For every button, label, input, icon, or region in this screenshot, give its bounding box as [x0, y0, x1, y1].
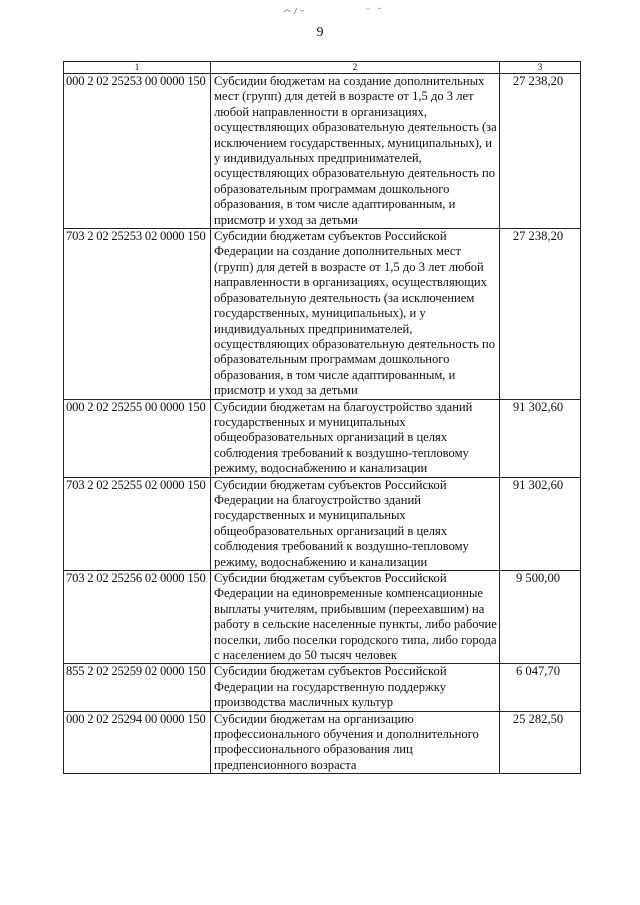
- table-header-row: [64, 62, 581, 74]
- budget-code-cell: 703 2 02 25253 02 0000 150: [64, 229, 211, 399]
- budget-code-cell: 000 2 02 25253 00 0000 150: [64, 74, 211, 229]
- amount-cell: 27 238,20: [500, 229, 581, 399]
- column-header-code: 1: [64, 62, 211, 74]
- subsidy-name-cell: Субсидии бюджетам субъектов Российской Федерации на создание дополнительных мест (групп) для детей в возрасте от 1,5 до 3 лет любой направленности в организациях, осуществляющих образовательную деятельность (за исключением государственных, муниципальных), и у индивидуальных предпринимателей, осуществляющих образовательную деятельность по образовательным программам дошкольного образования, в том числе адаптированным, и присмотр и уход за детьми: [211, 229, 500, 399]
- column-header-amount: 3: [500, 62, 581, 74]
- scan-artifact-marks: [278, 4, 398, 18]
- table-row: [64, 711, 581, 774]
- budget-code-cell: 703 2 02 25256 02 0000 150: [64, 571, 211, 664]
- amount-cell: 91 302,60: [500, 477, 581, 570]
- amount-cell: 27 238,20: [500, 74, 581, 229]
- budget-code-cell: 703 2 02 25255 02 0000 150: [64, 477, 211, 570]
- budget-code-cell: 000 2 02 25294 00 0000 150: [64, 711, 211, 774]
- subsidy-name-cell: Субсидии бюджетам на благоустройство зданий государственных и муниципальных общеобразовательных организаций в целях соблюдения требований к воздушно-тепловому режиму, водоснабжению и канализации: [211, 399, 500, 477]
- table-row: [64, 571, 581, 664]
- subsidy-name-cell: Субсидии бюджетам субъектов Российской Федерации на благоустройство зданий государственных и муниципальных общеобразовательных организаций в целях соблюдения требований к воздушно-тепловому режиму, водоснабжению и канализации: [211, 477, 500, 570]
- page-number: 9: [316, 25, 324, 40]
- table-row: [64, 664, 581, 711]
- table-row: [64, 74, 581, 229]
- budget-code-cell: 855 2 02 25259 02 0000 150: [64, 664, 211, 711]
- budget-code-cell: 000 2 02 25255 00 0000 150: [64, 399, 211, 477]
- subsidy-name-cell: Субсидии бюджетам на создание дополнительных мест (групп) для детей в возрасте от 1,5 до 3 лет любой направленности в организациях, осуществляющих образовательную деятельность (за исключением государственных, муниципальных), и у индивидуальных предпринимателей, осуществляющих образовательную деятельность по образовательным программам дошкольного образования, в том числе адаптированным, и присмотр и уход за детьми: [211, 74, 500, 229]
- amount-cell: 25 282,50: [500, 711, 581, 774]
- subsidy-name-cell: Субсидии бюджетам субъектов Российской Федерации на государственную поддержку производства масличных культур: [211, 664, 500, 711]
- table-row: [64, 229, 581, 399]
- table-row: [64, 399, 581, 477]
- subsidy-name-cell: Субсидии бюджетам на организацию профессионального обучения и дополнительного профессионального образования лиц предпенсионного возраста: [211, 711, 500, 774]
- amount-cell: 9 500,00: [500, 571, 581, 664]
- amount-cell: 91 302,60: [500, 399, 581, 477]
- column-header-name: 2: [211, 62, 500, 74]
- table-row: [64, 477, 581, 570]
- subsidies-table: [63, 61, 581, 774]
- amount-cell: 6 047,70: [500, 664, 581, 711]
- subsidy-name-cell: Субсидии бюджетам субъектов Российской Федерации на единовременные компенсационные выплаты учителям, прибывшим (переехавшим) на работу в сельские населенные пункты, либо рабочие поселки, либо поселки городского типа, либо города с населением до 50 тысяч человек: [211, 571, 500, 664]
